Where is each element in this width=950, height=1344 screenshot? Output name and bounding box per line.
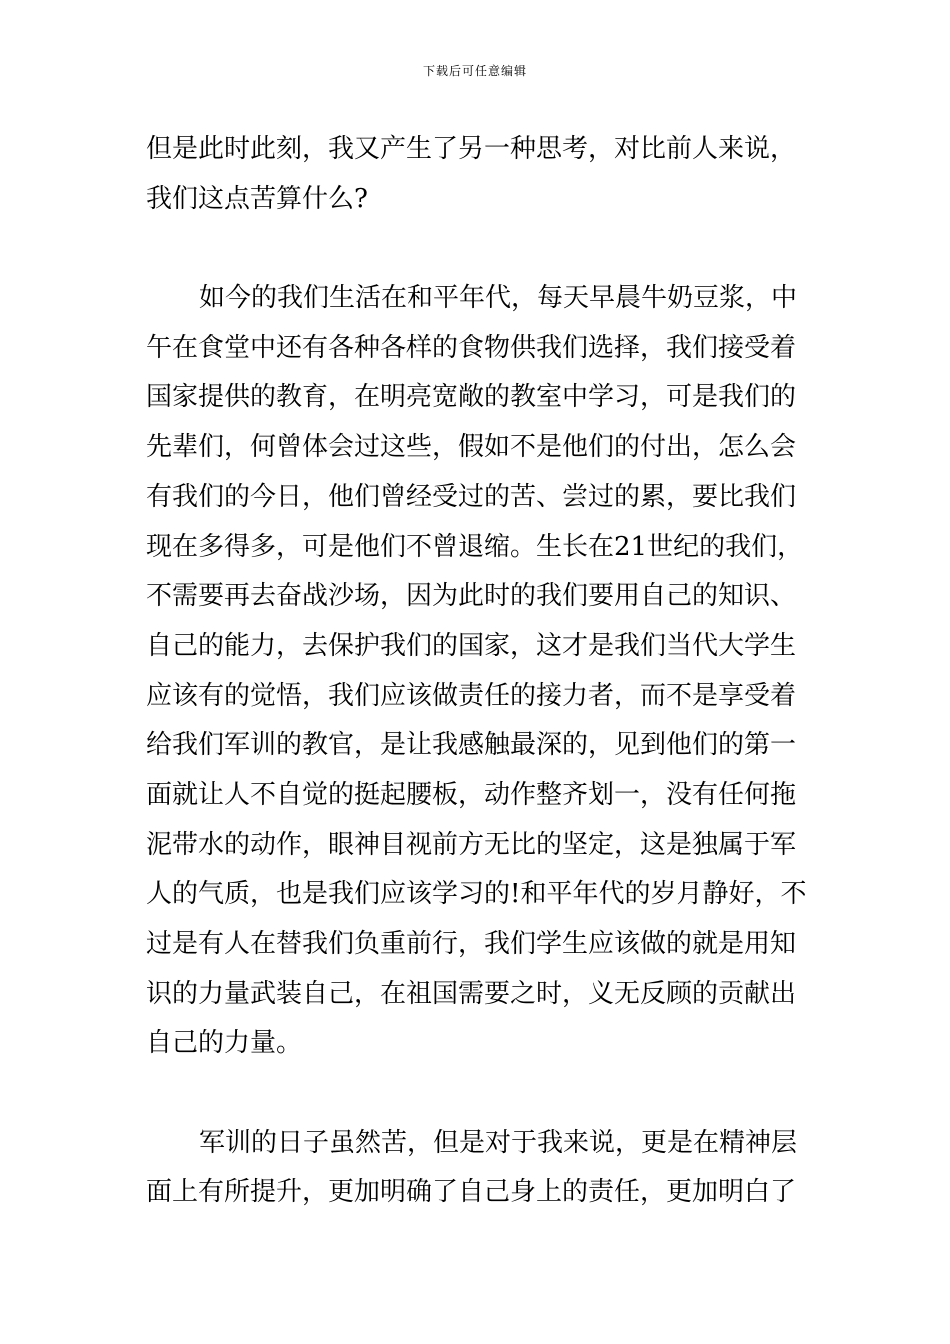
text-line: 国家提供的教育，在明亮宽敞的教室中学习，可是我们的: [146, 382, 797, 413]
text-line: 先辈们，何曾体会过这些，假如不是他们的付出，怎么会: [146, 432, 797, 463]
text-line: 军训的日子虽然苦，但是对于我来说，更是在精神层: [199, 1127, 798, 1158]
page-header: 下载后可任意编辑: [422, 64, 527, 78]
text-line: 自己的能力，去保护我们的国家，这才是我们当代大学生: [146, 630, 797, 661]
text-line: 不需要再去奋战沙场，因为此时的我们要用自己的知识、: [146, 581, 797, 612]
text-line: 午在食堂中还有各种各样的食物供我们选择，我们接受着: [146, 332, 797, 363]
text-line: 面上有所提升，更加明确了自己身上的责任，更加明白了: [146, 1177, 797, 1208]
text-line: 过是有人在替我们负重前行，我们学生应该做的就是用知: [146, 929, 797, 959]
text-line: 面就让人不自觉的挺起腰板，动作整齐划一，没有任何拖: [146, 779, 797, 810]
text-line: 但是此时此刻，我又产生了另一种思考，对比前人来说，: [146, 134, 797, 164]
text-line: 应该有的觉悟，我们应该做责任的接力者，而不是享受着: [146, 680, 797, 711]
text-line: 自己的力量。: [146, 1028, 303, 1059]
text-line: 有我们的今日，他们曾经受过的苦、尝过的累，要比我们: [146, 481, 797, 512]
text-line: 我们这点苦算什么?: [146, 183, 368, 214]
paragraph-gap: [146, 1069, 810, 1119]
text-line: 人的气质，也是我们应该学习的!和平年代的岁月静好，不: [146, 879, 807, 910]
document-body: [146, 125, 810, 1218]
text-line: 现在多得多，可是他们不曾退缩。生长在21世纪的我们，: [146, 531, 804, 562]
text-line: 如今的我们生活在和平年代，每天早晨牛奶豆浆，中: [199, 283, 798, 314]
paragraph-gap: [146, 224, 810, 274]
text-line: 识的力量武装自己，在祖国需要之时，义无反顾的贡献出: [146, 978, 797, 1009]
text-line: 泥带水的动作，眼神目视前方无比的坚定，这是独属于军: [146, 829, 797, 860]
text-line: 给我们军训的教官，是让我感触最深的，见到他们的第一: [146, 730, 797, 761]
